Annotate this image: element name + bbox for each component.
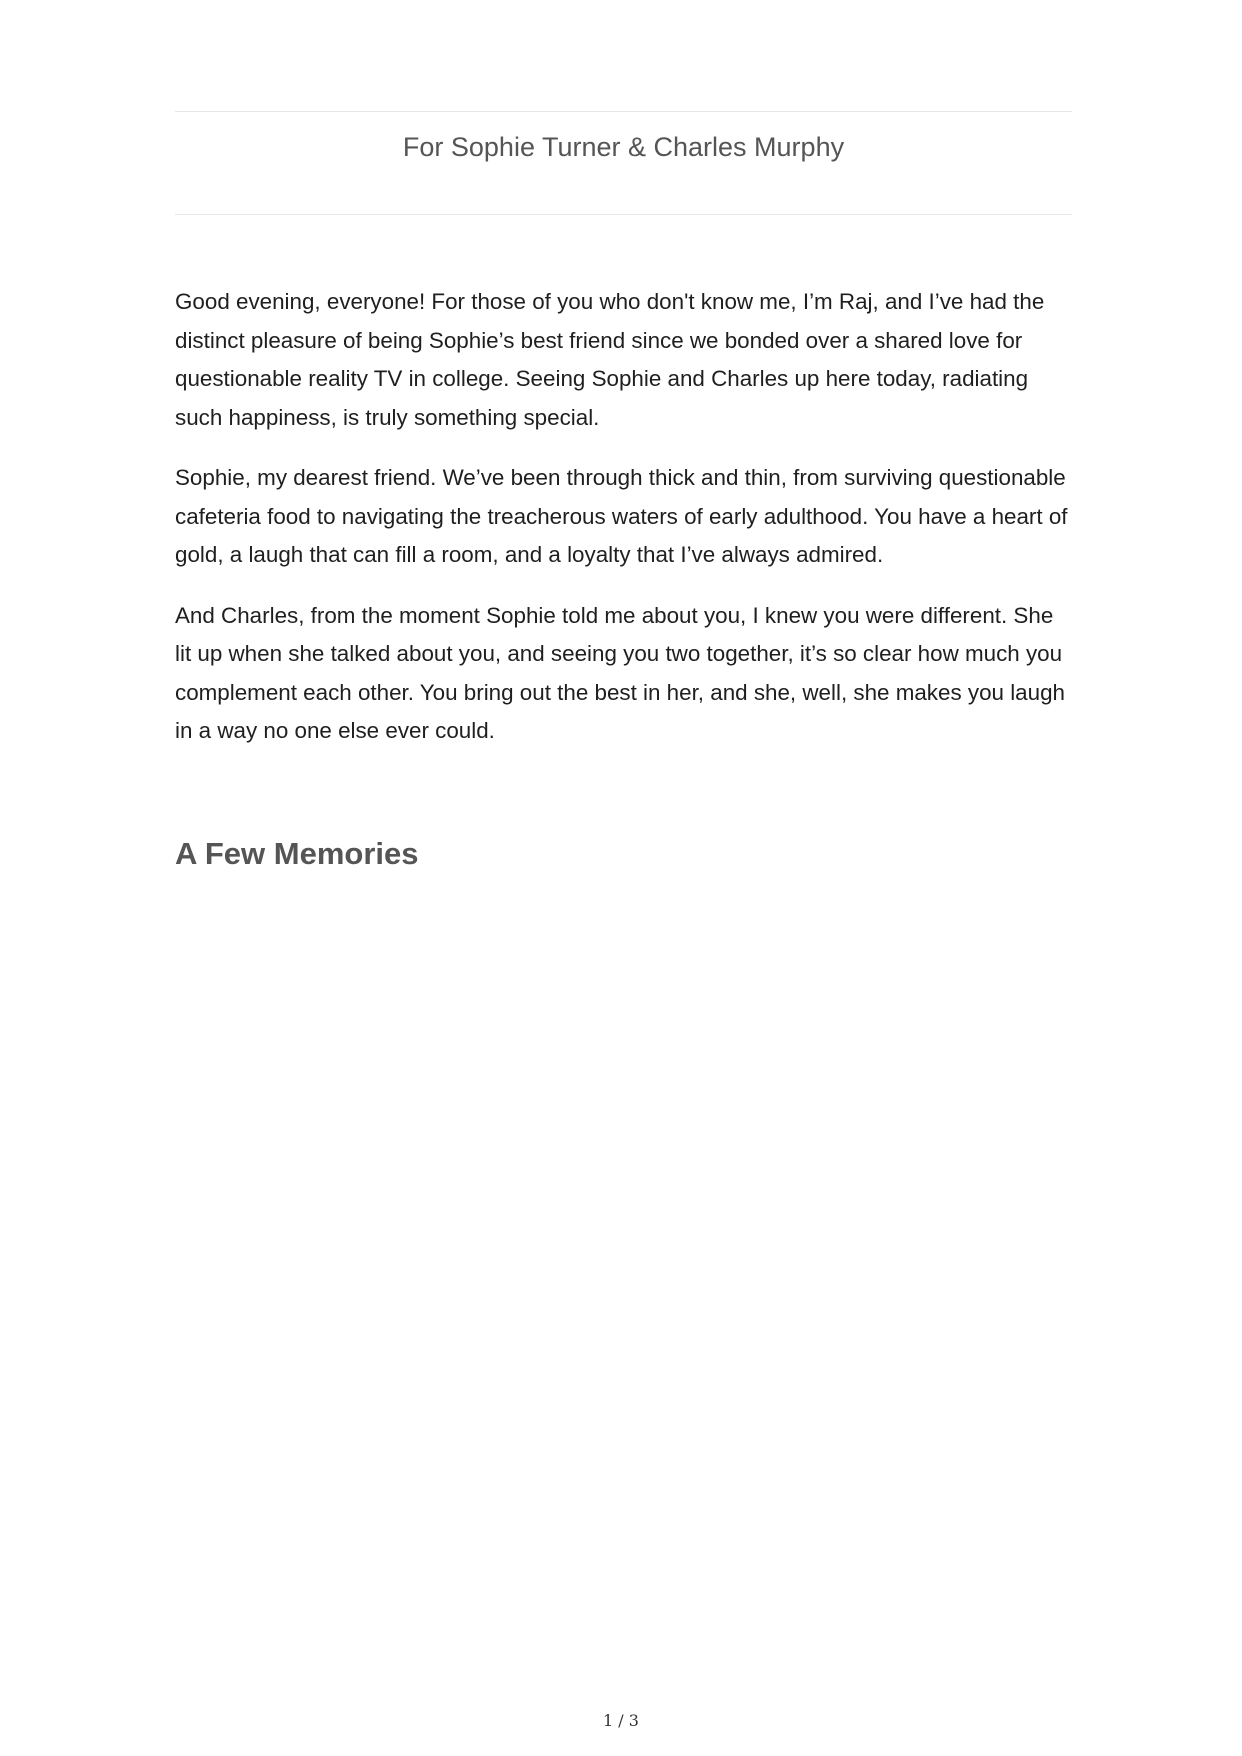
header-divider-bottom: [175, 214, 1072, 215]
document-page: [175, 0, 1072, 1756]
paragraph-intro: Good evening, everyone! For those of you who don't know me, I’m Raj, and I’ve had the distinct pleasure of being Sophie’s best friend since we bonded over a shared love for questionable reality TV in college. Seeing Sophie and Charles up here today, radiating such happiness, is truly something special.: [175, 289, 1045, 430]
paragraph-sophie: Sophie, my dearest friend. We’ve been through thick and thin, from surviving questionable cafeteria food to navigating the treacherous waters of early adulthood. You have a heart of gold, a laugh that can fill a room, and a loyalty that I’ve always admired.: [175, 465, 1068, 567]
section-heading-memories: A Few Memories: [175, 836, 419, 871]
speech-body: [175, 283, 1075, 773]
header-divider-top: [175, 111, 1072, 112]
dedication-title: For Sophie Turner & Charles Murphy: [402, 132, 845, 162]
page-number: 1 / 3: [603, 1711, 639, 1730]
paragraph-charles: And Charles, from the moment Sophie told me about you, I knew you were different. She lit up when she talked about you, and seeing you two together, it’s so clear how much you complement each other. You bring out the best in her, and she, well, she makes you laugh in a way no one else ever could.: [175, 602, 1065, 743]
